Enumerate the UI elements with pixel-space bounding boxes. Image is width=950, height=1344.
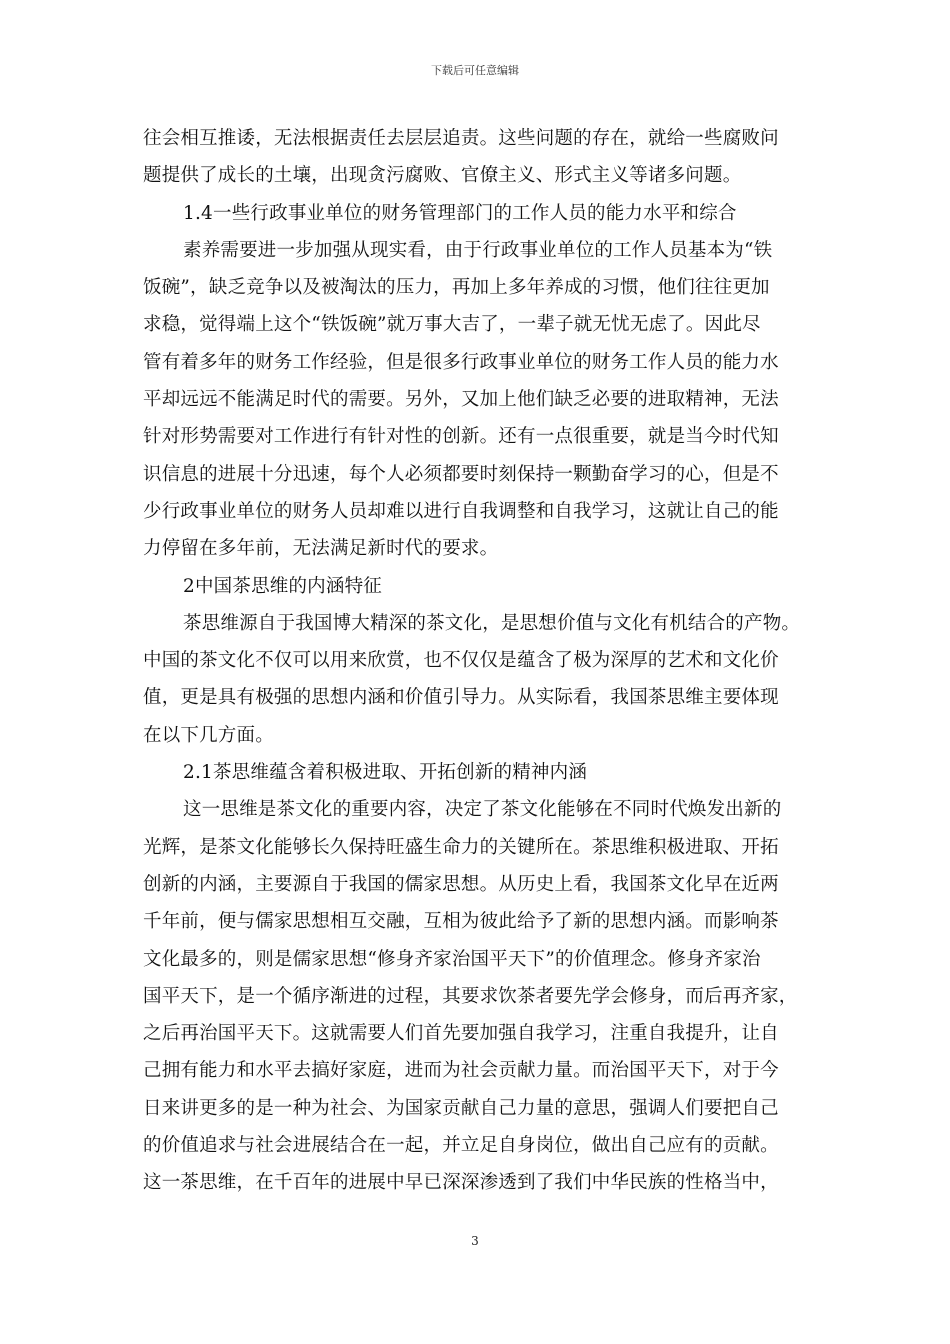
text-line: 中国的茶文化不仅可以用来欣赏，也不仅仅是蕴含了极为深厚的艺术和文化价 xyxy=(143,650,779,672)
page-header: 下载后可任意编辑 xyxy=(431,64,519,77)
text-line: 这一思维是茶文化的重要内容，决定了茶文化能够在不同时代焕发出新的 xyxy=(183,799,782,821)
text-line: 平却远远不能满足时代的需要。另外，又加上他们缺乏必要的进取精神，无法 xyxy=(143,389,779,411)
text-line: 值，更是具有极强的思想内涵和价值引导力。从实际看，我国茶思维主要体现 xyxy=(143,687,779,709)
text-line: 文化最多的，则是儒家思想“修身齐家治国平天下”的价值理念。修身齐家治 xyxy=(143,948,761,970)
text-line: 创新的内涵，主要源自于我国的儒家思想。从历史上看，我国茶文化早在近两 xyxy=(143,873,779,895)
text-line: 少行政事业单位的财务人员却难以进行自我调整和自我学习，这就让自己的能 xyxy=(143,500,779,522)
text-line: 题提供了成长的土壤，出现贪污腐败、官僚主义、形式主义等诸多问题。 xyxy=(143,165,742,187)
text-line: 这一茶思维，在千百年的进展中早已深深渗透到了我们中华民族的性格当中， xyxy=(143,1172,779,1194)
text-line: 1.4一些行政事业单位的财务管理部门的工作人员的能力水平和综合 xyxy=(183,202,737,224)
text-line: 国平天下，是一个循序渐进的过程，其要求饮茶者要先学会修身，而后再齐家， xyxy=(143,985,798,1007)
text-line: 管有着多年的财务工作经验，但是很多行政事业单位的财务工作人员的能力水 xyxy=(143,351,779,373)
text-line: 针对形势需要对工作进行有针对性的创新。还有一点很重要，就是当今时代知 xyxy=(143,426,779,448)
text-line: 己拥有能力和水平去搞好家庭，进而为社会贡献力量。而治国平天下，对于今 xyxy=(143,1060,779,1082)
text-line: 2中国茶思维的内涵特征 xyxy=(183,575,382,597)
text-line: 识信息的进展十分迅速，每个人必须都要时刻保持一颗勤奋学习的心，但是不 xyxy=(143,463,779,485)
text-line: 素养需要进一步加强从现实看，由于行政事业单位的工作人员基本为“铁 xyxy=(183,239,773,261)
text-line: 力停留在多年前，无法满足新时代的要求。 xyxy=(143,538,499,560)
text-line: 2.1茶思维蕴含着积极进取、开拓创新的精神内涵 xyxy=(183,762,588,784)
text-line: 千年前，便与儒家思想相互交融，互相为彼此给予了新的思想内涵。而影响茶 xyxy=(143,911,779,933)
text-line: 光辉，是茶文化能够长久保持旺盛生命力的关键所在。茶思维积极进取、开拓 xyxy=(143,836,779,858)
text-line: 之后再治国平天下。这就需要人们首先要加强自我学习，注重自我提升，让自 xyxy=(143,1023,779,1045)
text-line: 往会相互推诿，无法根据责任去层层追责。这些问题的存在，就给一些腐败问 xyxy=(143,128,779,149)
text-line: 求稳，觉得端上这个“铁饭碗”就万事大吉了，一辈子就无忧无虑了。因此尽 xyxy=(143,314,761,336)
text-line: 茶思维源自于我国博大精深的茶文化，是思想价值与文化有机结合的产物。 xyxy=(183,612,801,634)
text-line: 饭碗”，缺乏竞争以及被淘汰的压力，再加上多年养成的习惯，他们往往更加 xyxy=(143,277,770,299)
page-number: 3 xyxy=(471,1234,479,1248)
text-line: 的价值追求与社会进展结合在一起，并立足自身岗位，做出自己应有的贡献。 xyxy=(143,1135,779,1157)
document-body xyxy=(143,120,811,1202)
text-line: 日来讲更多的是一种为社会、为国家贡献自己力量的意思，强调人们要把自己 xyxy=(143,1097,779,1119)
text-line: 在以下几方面。 xyxy=(143,724,274,746)
